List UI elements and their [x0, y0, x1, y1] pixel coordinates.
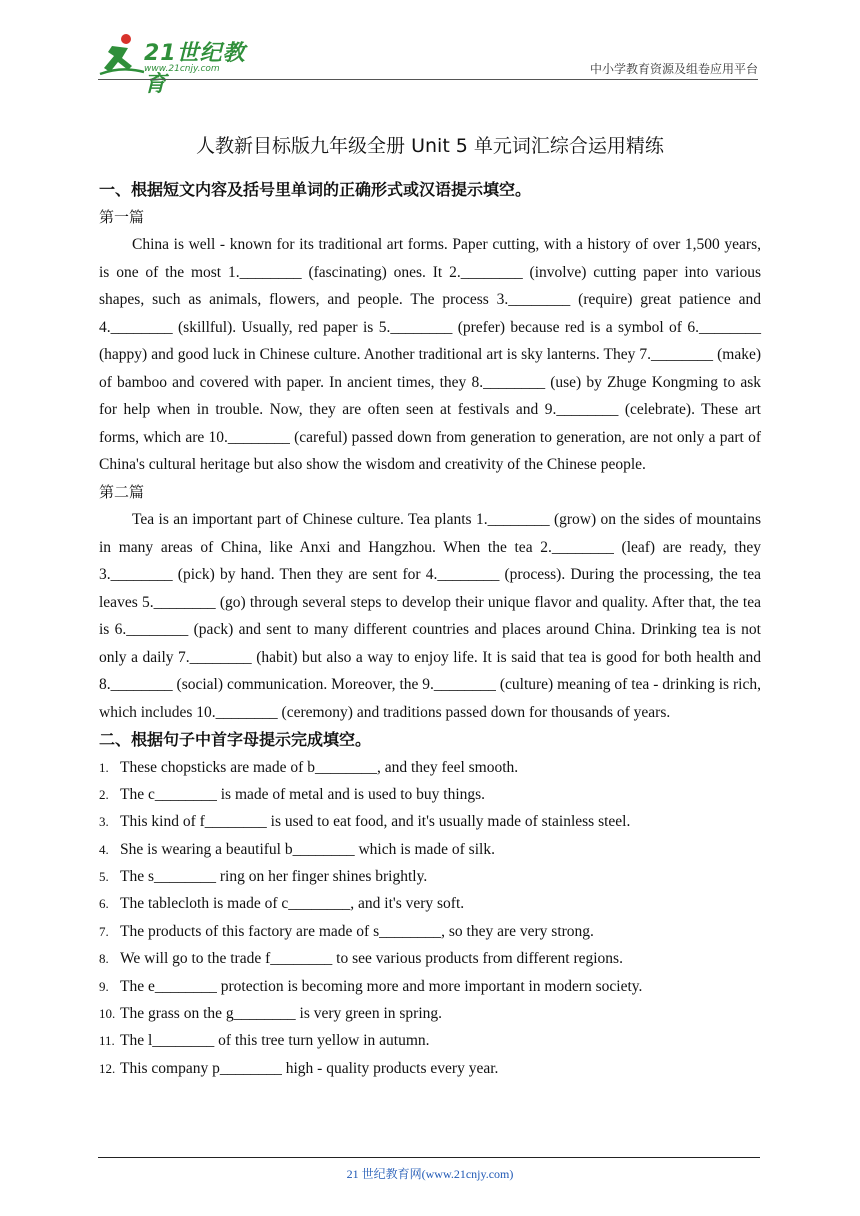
item-number: 3.	[99, 814, 109, 830]
item-number: 9.	[99, 978, 109, 994]
list-item	[99, 890, 761, 917]
item-text: The grass on the g________ is very green in spring.	[120, 1005, 442, 1023]
item-text: The tablecloth is made of c________, and it's very soft.	[120, 895, 465, 913]
item-number: 12.	[99, 1060, 116, 1076]
passage-2-label: 第二篇	[99, 482, 145, 501]
logo-title: 21世纪教育	[144, 41, 246, 97]
passage-2-text: Tea is an important part of Chinese culture. Tea plants 1.________ (grow) on the sides of mountains in many areas of China, like Anxi and Hangzhou. When the tea 2.________ (leaf) are ready, they 3.________ (pick) by hand. Then they are sent for 4.________ (process). During the processing, the tea leaves 5.________ (go) through several steps to develop their unique flavor and quality. After that, the tea is 6.________ (pack) and sent to many different countries and places around China. Drinking tea is not only a daily 7.________ (habit) but also a way to enjoy life. It is said that tea is good for both health and 8.________ (social) communication. Moreover, the 9.________ (culture) meaning of tea - drinking is rich, which includes 10.________ (ceremony) and traditions passed down for thousands of years.	[99, 511, 761, 721]
passage-1-text: China is well - known for its traditional art forms. Paper cutting, with a history of over 1,500 years, is one of the most 1.________ (fascinating) ones. It 2.________ (involve) cutting paper into various shapes, such as animals, flowers, and people. The process 3.________ (require) great patience and 4.________ (skillful). Usually, red paper is 5.________ (prefer) because red is a symbol of 6.________ (happy) and good luck in Chinese culture. Another traditional art is sky lanterns. They 7.________ (make) of bamboo and covered with paper. In ancient times, they 8.________ (use) by Zhuge Kongming to ask for help when in trouble. Now, they are often seen at festivals and 9.________ (celebrate). These art forms, which are 10.________ (careful) passed down from generation to generation, are not only a part of China's cultural heritage but also show the wisdom and creativity of the Chinese people.	[99, 236, 761, 473]
platform-label: 中小学教育资源及组卷应用平台	[589, 62, 758, 76]
header-divider	[98, 79, 758, 80]
item-number: 8.	[99, 951, 109, 967]
list-item	[99, 781, 761, 808]
item-text: She is wearing a beautiful b________ which is made of silk.	[120, 840, 495, 858]
main-content	[99, 176, 761, 1082]
item-text: The products of this factory are made of s________, so they are very strong.	[120, 922, 594, 940]
list-item	[99, 973, 761, 1000]
section-2-heading: 二、根据句子中首字母提示完成填空。	[99, 730, 372, 749]
list-item	[99, 918, 761, 945]
list-item	[99, 836, 761, 863]
item-number: 11.	[99, 1033, 115, 1049]
item-number: 7.	[99, 923, 109, 939]
page-header	[98, 32, 758, 97]
item-number: 1.	[99, 759, 109, 775]
logo	[98, 32, 268, 97]
list-item	[99, 945, 761, 972]
list-item	[99, 1055, 761, 1082]
list-item	[99, 808, 761, 835]
item-number: 5.	[99, 869, 109, 885]
item-number: 4.	[99, 841, 109, 857]
passage-1-label: 第一篇	[99, 207, 145, 226]
item-text: We will go to the trade f________ to see various products from different regions.	[120, 950, 623, 968]
item-number: 10.	[99, 1006, 116, 1022]
list-item	[99, 1000, 761, 1027]
logo-url: www.21cnjy.com	[144, 64, 220, 74]
question-list	[99, 754, 761, 1083]
item-number: 2.	[99, 786, 109, 802]
footer-divider	[98, 1157, 760, 1158]
footer-link[interactable]: 21 世纪教育网(www.21cnjy.com)	[346, 1167, 514, 1181]
runner-logo-icon	[98, 32, 146, 78]
item-text: This kind of f________ is used to eat food, and it's usually made of stainless steel.	[120, 813, 631, 831]
item-number: 6.	[99, 896, 109, 912]
item-text: The c________ is made of metal and is used to buy things.	[120, 785, 486, 803]
item-text: These chopsticks are made of b________, and they feel smooth.	[120, 758, 519, 776]
item-text: The l________ of this tree turn yellow in autumn.	[120, 1032, 430, 1050]
item-text: The s________ ring on her finger shines brightly.	[120, 868, 428, 886]
list-item	[99, 754, 761, 781]
list-item	[99, 863, 761, 890]
section-1-heading: 一、根据短文内容及括号里单词的正确形式或汉语提示填空。	[99, 180, 532, 199]
item-text: The e________ protection is becoming more and more important in modern society.	[120, 977, 643, 995]
item-text: This company p________ high - quality products every year.	[120, 1059, 499, 1077]
list-item	[99, 1027, 761, 1054]
page-title: 人教新目标版九年级全册 Unit 5 单元词汇综合运用精练	[196, 135, 664, 157]
